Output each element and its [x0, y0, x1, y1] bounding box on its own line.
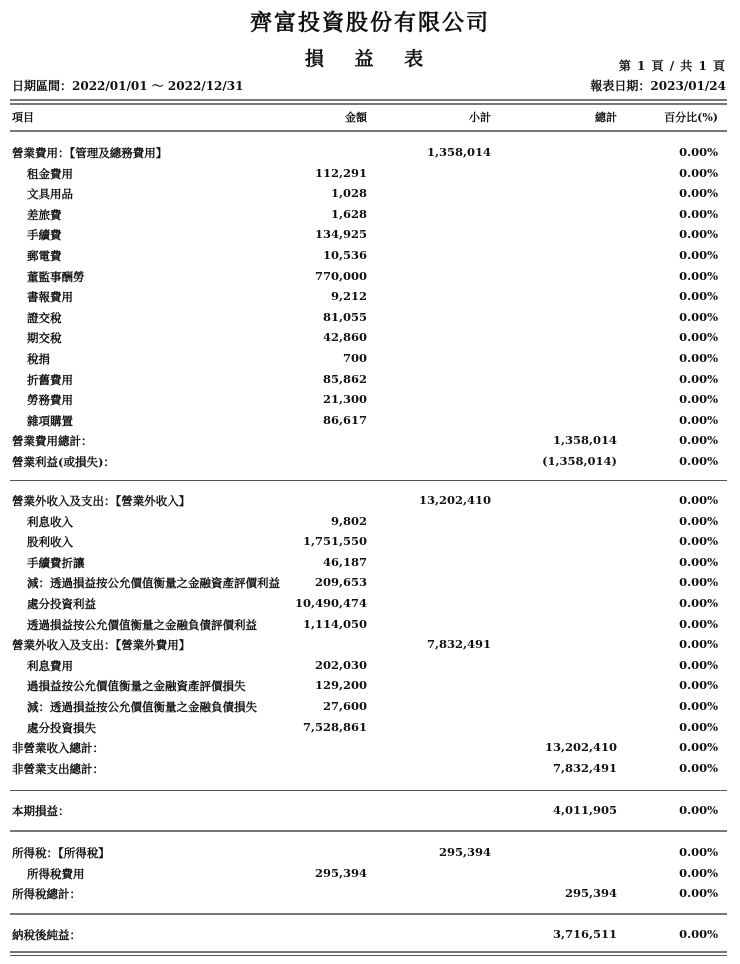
- header-divider-top: [10, 99, 727, 101]
- row-amount: 21,300: [322, 392, 367, 407]
- row-amount: 209,653: [314, 575, 367, 590]
- row-label: 郵電費: [27, 249, 62, 263]
- row-percent: 0.00%: [679, 637, 718, 652]
- row-amount: 129,200: [314, 678, 367, 693]
- row-percent: 0.00%: [679, 371, 718, 386]
- row-percent: 0.00%: [679, 886, 718, 900]
- row-amount: 134,925: [314, 227, 367, 242]
- page-info: 第 1 頁 / 共 1 頁: [618, 59, 726, 73]
- row-amount: 10,490,474: [294, 596, 367, 610]
- date-range: 日期區間：2022/01/01 ～ 2022/12/31: [12, 79, 244, 93]
- row-percent: 0.00%: [679, 699, 718, 713]
- row-amount: 81,055: [322, 309, 367, 324]
- column-header-item: 項目: [12, 111, 34, 124]
- row-label: 減：透過損益按公允價值衡量之金融資產評價利益: [27, 576, 280, 591]
- table-row: [0, 927, 740, 947]
- column-header-subtotal: 小計: [469, 111, 491, 124]
- report-title: 損 益 表: [304, 48, 436, 70]
- row-percent: 0.00%: [679, 186, 718, 201]
- row-percent: 0.00%: [679, 392, 718, 407]
- row-percent: 0.00%: [679, 719, 718, 734]
- row-percent: 0.00%: [679, 616, 718, 631]
- row-label: 期交稅: [27, 331, 62, 346]
- row-total: 295,394: [564, 886, 617, 900]
- row-label: 所得稅總計：: [12, 887, 81, 901]
- row-subtotal: 13,202,410: [418, 493, 491, 507]
- table-row: [0, 658, 740, 678]
- table-row: [0, 803, 740, 823]
- row-amount: 9,802: [330, 513, 367, 528]
- row-amount: 10,536: [322, 248, 367, 262]
- row-label: 差旅費: [27, 207, 62, 222]
- row-percent: 0.00%: [679, 845, 718, 859]
- row-label: 透過損益按公允價值衡量之金融負債評價利益: [27, 617, 257, 632]
- row-subtotal: 1,358,014: [426, 145, 491, 159]
- row-percent: 0.00%: [679, 493, 718, 507]
- row-amount: 9,212: [330, 289, 367, 304]
- row-percent: 0.00%: [679, 534, 718, 549]
- row-percent: 0.00%: [679, 289, 718, 304]
- row-percent: 0.00%: [679, 554, 718, 569]
- table-row: [0, 310, 740, 330]
- table-row: [0, 534, 740, 554]
- row-amount: 46,187: [322, 554, 367, 569]
- section-divider: [10, 480, 727, 481]
- row-amount: 1,114,050: [302, 616, 367, 631]
- row-percent: 0.00%: [679, 657, 718, 672]
- row-amount: 1,751,550: [302, 534, 367, 549]
- row-label: 利息收入: [27, 514, 73, 529]
- table-row: [0, 493, 740, 513]
- table-row: [0, 269, 740, 289]
- row-total: 4,011,905: [552, 803, 617, 817]
- row-label: 勞務費用: [27, 393, 73, 408]
- row-label: 營業外收入及支出：【營業外費用】: [12, 638, 191, 653]
- table-row: [0, 886, 740, 906]
- row-label: 稅捐: [27, 352, 50, 366]
- row-amount: 86,617: [322, 412, 367, 427]
- row-label: 營業費用總計：: [12, 434, 93, 449]
- row-amount: 85,862: [322, 371, 367, 386]
- row-label: 董監事酬勞: [27, 269, 85, 284]
- row-subtotal: 7,832,491: [426, 637, 491, 652]
- table-row: [0, 678, 740, 698]
- row-label: 過損益按公允價值衡量之金融資產評價損失: [27, 679, 246, 694]
- row-percent: 0.00%: [679, 145, 718, 159]
- table-row: [0, 207, 740, 227]
- table-row: [0, 289, 740, 309]
- table-row: [0, 166, 740, 186]
- row-label: 書報費用: [27, 290, 73, 305]
- row-amount: 295,394: [314, 866, 367, 880]
- row-amount: 1,628: [330, 206, 367, 221]
- table-row: [0, 372, 740, 392]
- row-amount: 112,291: [314, 165, 367, 180]
- row-percent: 0.00%: [679, 330, 718, 345]
- table-row: [0, 866, 740, 886]
- row-label: 營業外收入及支出：【營業外收入】: [12, 494, 191, 508]
- table-row: [0, 145, 740, 165]
- footer-divider: [10, 951, 727, 953]
- row-percent: 0.00%: [679, 596, 718, 610]
- row-total: 7,832,491: [552, 760, 617, 775]
- row-label: 證交稅: [27, 310, 62, 325]
- table-row: [0, 575, 740, 595]
- row-percent: 0.00%: [679, 309, 718, 324]
- row-percent: 0.00%: [679, 760, 718, 775]
- column-header-percent: 百分比(%): [664, 111, 718, 124]
- table-row: [0, 248, 740, 268]
- table-row: [0, 845, 740, 865]
- row-label: 所得稅費用: [27, 867, 85, 881]
- row-percent: 0.00%: [679, 454, 718, 468]
- row-label: 手續費: [27, 228, 62, 243]
- row-amount: 202,030: [314, 657, 367, 672]
- table-row: [0, 392, 740, 412]
- row-label: 租金費用: [27, 166, 73, 181]
- row-amount: 42,860: [322, 330, 367, 345]
- row-percent: 0.00%: [679, 575, 718, 590]
- table-row: [0, 637, 740, 657]
- row-label: 減：透過損益按公允價值衡量之金融負債損失: [27, 700, 257, 714]
- row-label: 營業利益(或損失)：: [12, 455, 115, 469]
- row-label: 手續費折讓: [27, 555, 85, 570]
- row-percent: 0.00%: [679, 351, 718, 365]
- table-row: [0, 413, 740, 433]
- row-total: 13,202,410: [544, 740, 617, 755]
- row-percent: 0.00%: [679, 248, 718, 262]
- row-amount: 1,028: [330, 186, 367, 201]
- row-label: 營業費用：【管理及總務費用】: [12, 146, 168, 160]
- table-row: [0, 433, 740, 453]
- row-percent: 0.00%: [679, 803, 718, 817]
- row-label: 非營業支出總計：: [12, 761, 104, 776]
- row-amount: 770,000: [314, 268, 367, 283]
- header-divider-top-2: [10, 103, 727, 105]
- row-percent: 0.00%: [679, 412, 718, 427]
- row-label: 非營業收入總計：: [12, 741, 104, 756]
- table-row: [0, 699, 740, 719]
- table-row: [0, 720, 740, 740]
- row-label: 文具用品: [27, 187, 73, 202]
- row-label: 納稅後純益：: [12, 928, 81, 942]
- row-amount: 7,528,861: [302, 719, 367, 734]
- table-row: [0, 330, 740, 350]
- company-name: 齊富投資股份有限公司: [249, 10, 490, 36]
- column-header-amount: 金額: [345, 111, 367, 124]
- table-row: [0, 761, 740, 781]
- row-percent: 0.00%: [679, 165, 718, 180]
- table-row: [0, 740, 740, 760]
- row-total: (1,358,014): [542, 454, 617, 468]
- table-row: [0, 186, 740, 206]
- row-total: 3,716,511: [552, 927, 617, 941]
- table-row: [0, 596, 740, 616]
- section-divider: [10, 913, 727, 915]
- table-row: [0, 454, 740, 474]
- table-row: [0, 227, 740, 247]
- row-label: 所得稅：【所得稅】: [12, 846, 110, 860]
- row-percent: 0.00%: [679, 678, 718, 693]
- row-percent: 0.00%: [679, 740, 718, 755]
- row-subtotal: 295,394: [438, 845, 491, 859]
- section-divider: [10, 790, 727, 791]
- row-label: 雜項購置: [27, 413, 73, 428]
- row-label: 處分投資損失: [27, 720, 96, 735]
- row-percent: 0.00%: [679, 206, 718, 221]
- table-row: [0, 555, 740, 575]
- header-divider-bottom: [10, 130, 727, 132]
- report-date: 報表日期：2023/01/24: [590, 79, 726, 93]
- section-divider: [10, 830, 727, 832]
- footer-divider-2: [10, 955, 727, 956]
- row-label: 股利收入: [27, 535, 73, 550]
- row-percent: 0.00%: [679, 927, 718, 941]
- table-row: [0, 351, 740, 371]
- row-label: 利息費用: [27, 658, 73, 673]
- row-label: 本期損益：: [12, 804, 70, 818]
- row-percent: 0.00%: [679, 433, 718, 448]
- row-percent: 0.00%: [679, 513, 718, 528]
- column-header-total: 總計: [595, 111, 617, 124]
- row-amount: 27,600: [322, 699, 367, 713]
- row-percent: 0.00%: [679, 866, 718, 880]
- row-percent: 0.00%: [679, 227, 718, 242]
- row-total: 1,358,014: [552, 433, 617, 448]
- row-label: 處分投資利益: [27, 597, 96, 611]
- row-percent: 0.00%: [679, 268, 718, 283]
- table-row: [0, 617, 740, 637]
- row-label: 折舊費用: [27, 372, 73, 387]
- row-amount: 700: [342, 351, 367, 365]
- table-row: [0, 514, 740, 534]
